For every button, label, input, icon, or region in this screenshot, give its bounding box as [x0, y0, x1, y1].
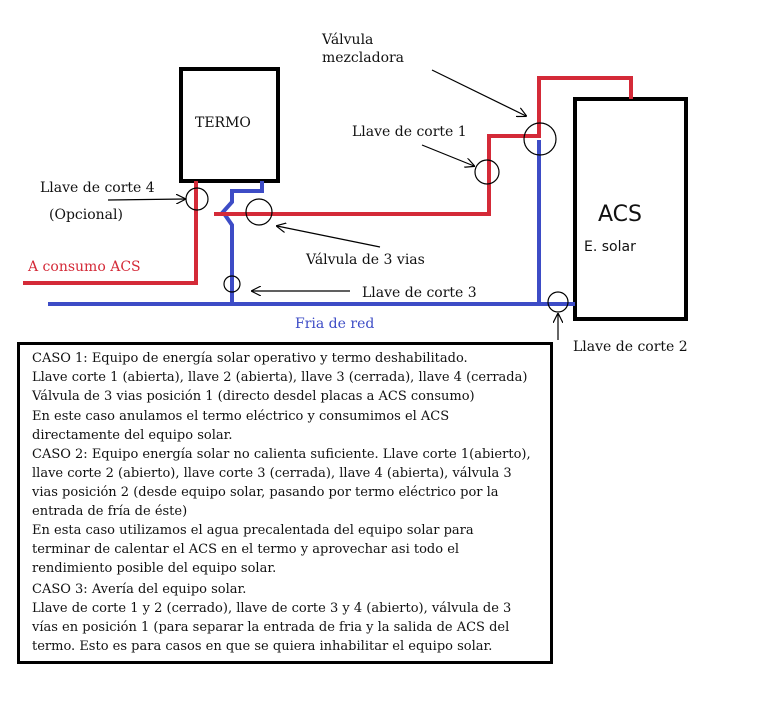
notes-line: entrada de fría de éste): [32, 504, 188, 519]
acs-title-label: ACS: [598, 202, 642, 227]
notes-line: llave corte 2 (abierto), llave corte 3 (cerrada), llave 4 (abierta), válvula 3: [32, 466, 512, 481]
llave-corte-1-label: Llave de corte 1: [352, 124, 467, 140]
e-solar-label: E. solar: [584, 239, 636, 255]
valve-markers: [186, 123, 568, 312]
arrow-valvula-3-vias: [277, 226, 380, 247]
cases-notes-box: [17, 342, 553, 664]
notes-line: En esta caso utilizamos el agua precalentada del equipo solar para: [32, 523, 474, 538]
notes-line: termo. Esto es para casos en que se quiera inhabilitar el equipo solar.: [32, 639, 493, 654]
arrow-llave-corte-4: [108, 199, 185, 200]
notes-line: directamente del equipo solar.: [32, 428, 233, 443]
notes-line: CASO 1: Equipo de energía solar operativo y termo deshabilitado.: [32, 351, 468, 366]
notes-line: rendimiento posible del equipo solar.: [32, 561, 277, 576]
notes-line: terminar de calentar el ACS en el termo y aprovechar asi todo el: [32, 542, 460, 557]
notes-line: CASO 2: Equipo energía solar no calienta suficiente. Llave corte 1(abierto),: [32, 447, 531, 462]
notes-line: vias posición 2 (desde equipo solar, pasando por termo eléctrico por la: [32, 485, 499, 500]
notes-line: Válvula de 3 vias posición 1 (directo desdel placas a ACS consumo): [32, 389, 475, 404]
notes-line: Llave corte 1 (abierta), llave 2 (abierta), llave 3 (cerrada), llave 4 (cerrada): [32, 370, 528, 385]
valvula-mezcladora-label-line2: mezcladora: [322, 50, 405, 66]
opcional-label: (Opcional): [49, 207, 123, 223]
notes-line: CASO 3: Avería del equipo solar.: [32, 582, 247, 597]
arrow-valvula-mezcladora: [432, 70, 526, 116]
llave-corte-4-label: Llave de corte 4: [40, 180, 155, 196]
valvula-mezcladora-label-line1: Válvula: [322, 32, 374, 48]
llave-corte-3-label: Llave de corte 3: [362, 285, 477, 301]
fria-de-red-label: Fria de red: [295, 316, 375, 332]
termo-label: TERMO: [195, 115, 251, 131]
valvula-3-vias-label: Válvula de 3 vias: [306, 252, 425, 268]
notes-line: vías en posición 1 (para separar la entrada de fria y la salida de ACS del: [32, 620, 510, 635]
notes-line: Llave de corte 1 y 2 (cerrado), llave de corte 3 y 4 (abierto), válvula de 3: [32, 601, 512, 616]
arrow-llave-corte-1: [422, 145, 474, 166]
llave-corte-2-label: Llave de corte 2: [573, 339, 688, 355]
notes-line: En este caso anulamos el termo eléctrico y consumimos el ACS: [32, 409, 450, 424]
a-consumo-acs-label: A consumo ACS: [28, 259, 141, 275]
